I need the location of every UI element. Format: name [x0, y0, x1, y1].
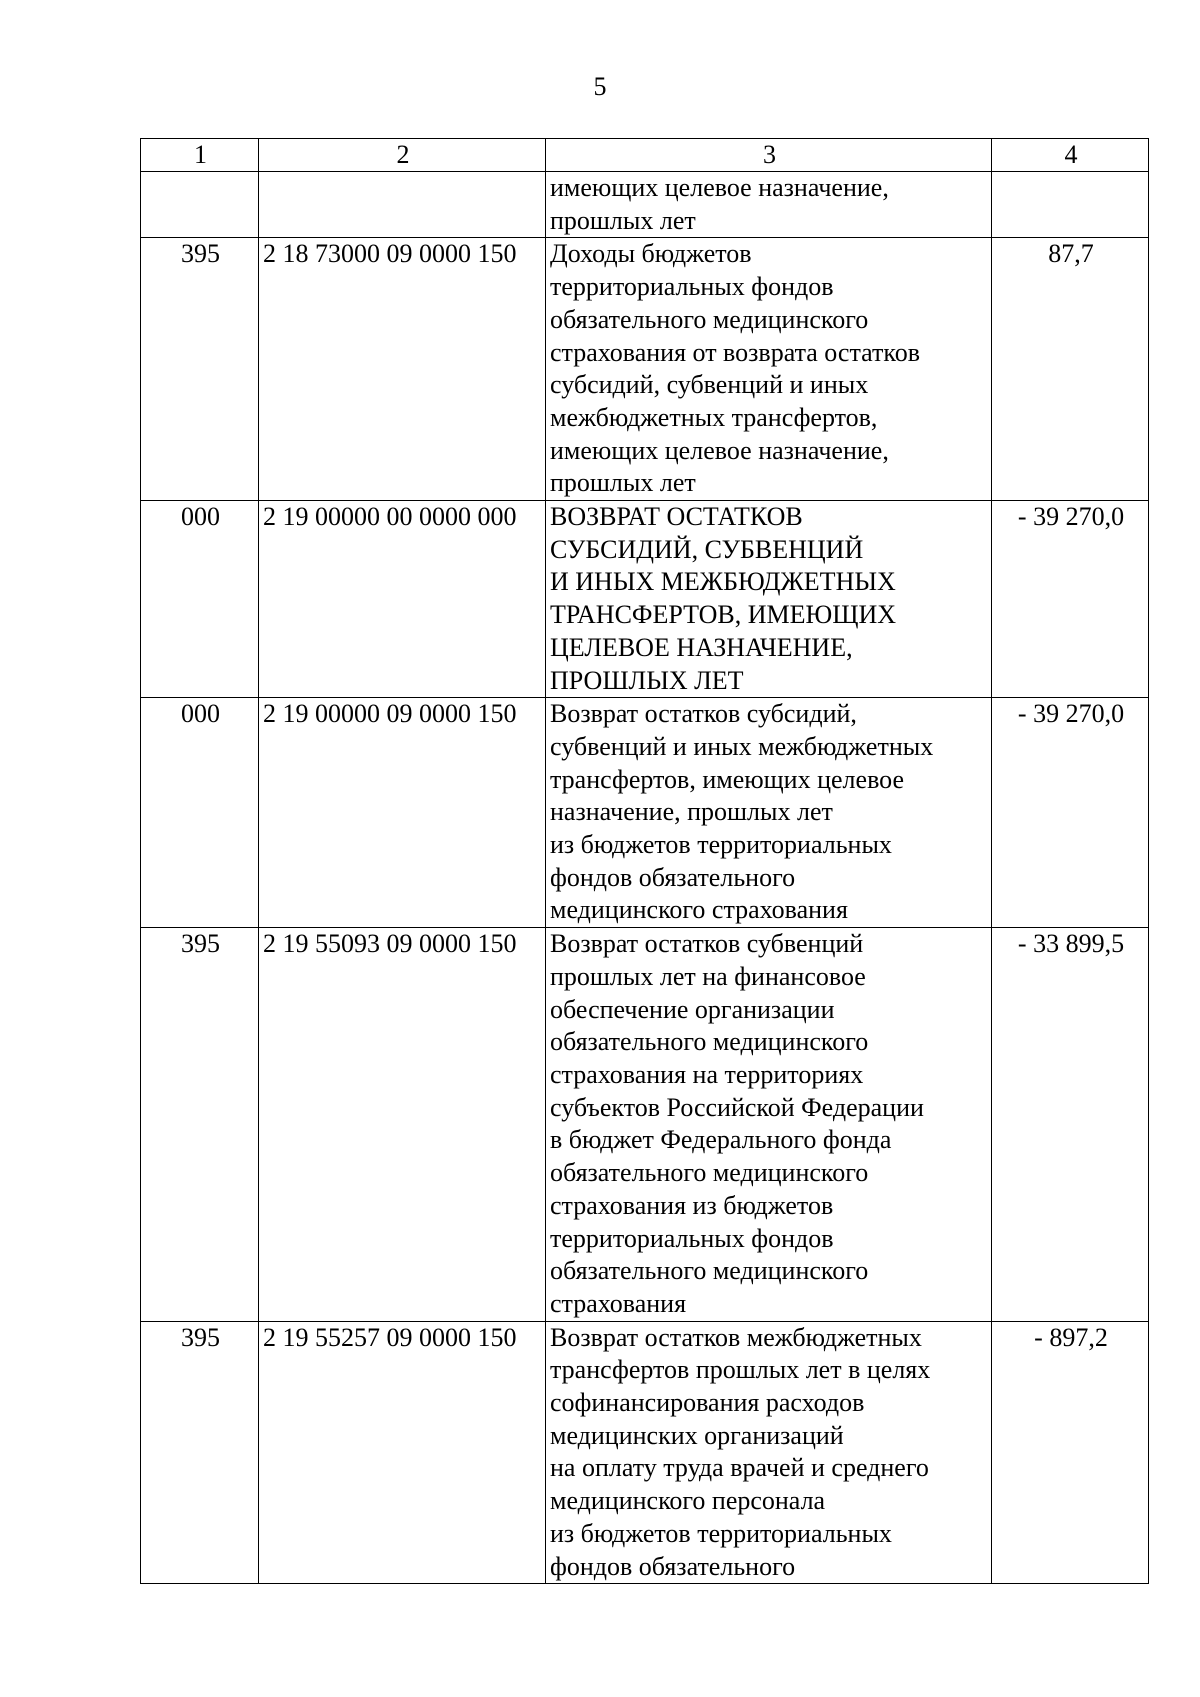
page-number: 5	[593, 72, 607, 101]
revenue-name-line: ВОЗВРАТ ОСТАТКОВ	[550, 502, 803, 532]
revenue-name-line: софинансирования расходов	[550, 1388, 865, 1418]
admin-code-cell: 395	[141, 238, 259, 501]
column-header-1: 1	[141, 139, 259, 172]
revenue-name-line: фондов обязательного	[550, 862, 796, 892]
amount-cell: - 897,2	[992, 1321, 1149, 1584]
table-row	[141, 501, 1149, 698]
admin-code-cell: 395	[141, 928, 259, 1321]
table-row	[141, 928, 1149, 1321]
revenue-name-line: Возврат остатков субсидий,	[550, 699, 857, 729]
revenue-name-line: ЦЕЛЕВОЕ НАЗНАЧЕНИЕ,	[550, 632, 853, 662]
revenue-name-line: трансфертов, имеющих целевое	[550, 764, 905, 794]
revenue-name-line: прошлых лет на финансовое	[550, 961, 866, 991]
budget-code-cell	[259, 172, 546, 238]
revenue-name-line: межбюджетных трансфертов,	[550, 402, 878, 432]
table-row	[141, 238, 1149, 501]
revenue-name-line: трансфертов прошлых лет в целях	[550, 1355, 931, 1385]
revenue-name-line: Возврат остатков межбюджетных	[550, 1322, 922, 1352]
revenue-name-line: обязательного медицинского	[550, 1256, 869, 1286]
revenue-name-line: И ИНЫХ МЕЖБЮДЖЕТНЫХ	[550, 567, 896, 597]
revenue-name-line: назначение, прошлых лет	[550, 797, 833, 827]
revenue-name-line: территориальных фондов	[550, 272, 834, 302]
revenue-name-line: обязательного медицинского	[550, 304, 869, 334]
revenue-name-line: субвенций и иных межбюджетных	[550, 731, 934, 761]
revenue-name-line: страхования из бюджетов	[550, 1190, 834, 1220]
revenue-name-line: СУБСИДИЙ, СУБВЕНЦИЙ	[550, 534, 864, 564]
revenue-name-line: обязательного медицинского	[550, 1158, 869, 1188]
revenue-name-line: Возврат остатков субвенций	[550, 929, 864, 959]
budget-code-cell: 2 19 00000 00 0000 000	[259, 501, 546, 698]
revenue-name-line: страхования от возврата остатков	[550, 337, 920, 367]
revenue-name-line: фондов обязательного	[550, 1551, 796, 1581]
budget-revenue-table	[140, 138, 1149, 1584]
budget-code-cell: 2 19 00000 09 0000 150	[259, 698, 546, 928]
revenue-name-line: медицинского страхования	[550, 895, 848, 925]
column-header-3: 3	[546, 139, 992, 172]
table-row	[141, 172, 1149, 238]
revenue-name-line: из бюджетов территориальных	[550, 1518, 892, 1548]
revenue-name-line: на оплату труда врачей и среднего	[550, 1453, 929, 1483]
revenue-name-line: территориальных фондов	[550, 1223, 834, 1253]
revenue-name-cell	[546, 698, 992, 928]
revenue-name-line: имеющих целевое назначение,	[550, 435, 889, 465]
revenue-name-line: в бюджет Федерального фонда	[550, 1125, 892, 1155]
budget-code-cell: 2 19 55093 09 0000 150	[259, 928, 546, 1321]
admin-code-cell: 000	[141, 698, 259, 928]
revenue-name-cell	[546, 928, 992, 1321]
table-row	[141, 1321, 1149, 1584]
table-body	[141, 172, 1149, 1584]
revenue-name-line: Доходы бюджетов	[550, 239, 752, 269]
admin-code-cell: 000	[141, 501, 259, 698]
amount-cell: 87,7	[992, 238, 1149, 501]
table-row	[141, 698, 1149, 928]
budget-code-cell: 2 18 73000 09 0000 150	[259, 238, 546, 501]
revenue-name-line: субсидий, субвенций и иных	[550, 370, 869, 400]
table-header-row	[141, 139, 1149, 172]
revenue-name-line: имеющих целевое назначение,	[550, 173, 889, 202]
revenue-name-line: ТРАНСФЕРТОВ, ИМЕЮЩИХ	[550, 600, 897, 630]
revenue-name-cell	[546, 501, 992, 698]
revenue-name-line: медицинских организаций	[550, 1420, 844, 1450]
budget-code-cell: 2 19 55257 09 0000 150	[259, 1321, 546, 1584]
revenue-name-cell	[546, 1321, 992, 1584]
revenue-name-line: ПРОШЛЫХ ЛЕТ	[550, 665, 744, 695]
revenue-name-line: прошлых лет	[550, 205, 696, 235]
revenue-name-line: обязательного медицинского	[550, 1027, 869, 1057]
column-header-4: 4	[992, 139, 1149, 172]
revenue-name-line: из бюджетов территориальных	[550, 830, 892, 860]
amount-cell	[992, 172, 1149, 238]
revenue-name-line: страхования на территориях	[550, 1059, 864, 1089]
amount-cell: - 39 270,0	[992, 698, 1149, 928]
revenue-name-cell	[546, 172, 992, 238]
revenue-name-line: страхования	[550, 1288, 687, 1318]
amount-cell: - 39 270,0	[992, 501, 1149, 698]
amount-cell: - 33 899,5	[992, 928, 1149, 1321]
admin-code-cell: 395	[141, 1321, 259, 1584]
revenue-name-line: медицинского персонала	[550, 1486, 826, 1516]
revenue-name-line: субъектов Российской Федерации	[550, 1092, 924, 1122]
column-header-2: 2	[259, 139, 546, 172]
revenue-name-line: обеспечение организации	[550, 994, 835, 1024]
admin-code-cell	[141, 172, 259, 238]
revenue-name-cell	[546, 238, 992, 501]
revenue-name-line: прошлых лет	[550, 468, 696, 498]
